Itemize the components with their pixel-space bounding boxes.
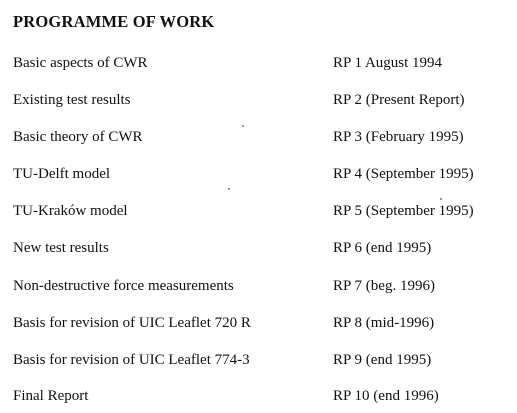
work-item-row (0, 352, 517, 374)
page-title: PROGRAMME OF WORK (13, 12, 215, 31)
scan-speck (228, 188, 230, 190)
work-item-report: RP 10 (end 1996) (333, 388, 439, 404)
work-item-row (0, 240, 517, 262)
scan-speck (242, 125, 244, 127)
work-item-topic: TU-Delft model (13, 166, 111, 182)
work-item-report: RP 6 (end 1995) (333, 240, 432, 256)
scan-speck (440, 198, 442, 200)
work-item-report: RP 5 (September 1995) (333, 203, 474, 219)
work-item-report: RP 9 (end 1995) (333, 352, 432, 368)
work-item-row (0, 388, 517, 410)
work-item-row (0, 55, 517, 77)
work-item-topic: Non-destructive force measurements (13, 278, 234, 294)
work-item-report: RP 2 (Present Report) (333, 92, 465, 108)
work-item-row (0, 278, 517, 300)
work-item-report: RP 3 (February 1995) (333, 129, 464, 145)
work-item-topic: Basis for revision of UIC Leaflet 774-3 (13, 352, 250, 368)
work-item-report: RP 8 (mid-1996) (333, 315, 435, 331)
work-item-topic: TU-Kraków model (13, 203, 128, 219)
work-item-topic: Basic theory of CWR (13, 129, 143, 145)
work-item-report: RP 1 August 1994 (333, 55, 443, 71)
work-item-topic: New test results (13, 240, 109, 256)
work-item-topic: Existing test results (13, 92, 131, 108)
work-item-topic: Basic aspects of CWR (13, 55, 148, 71)
work-item-row (0, 92, 517, 114)
work-item-row (0, 129, 517, 151)
work-item-topic: Basis for revision of UIC Leaflet 720 R (13, 315, 251, 331)
work-item-row (0, 315, 517, 337)
work-item-topic: Final Report (13, 388, 89, 404)
work-item-row (0, 166, 517, 188)
work-item-row (0, 203, 517, 225)
work-item-report: RP 7 (beg. 1996) (333, 278, 435, 294)
work-item-report: RP 4 (September 1995) (333, 166, 474, 182)
